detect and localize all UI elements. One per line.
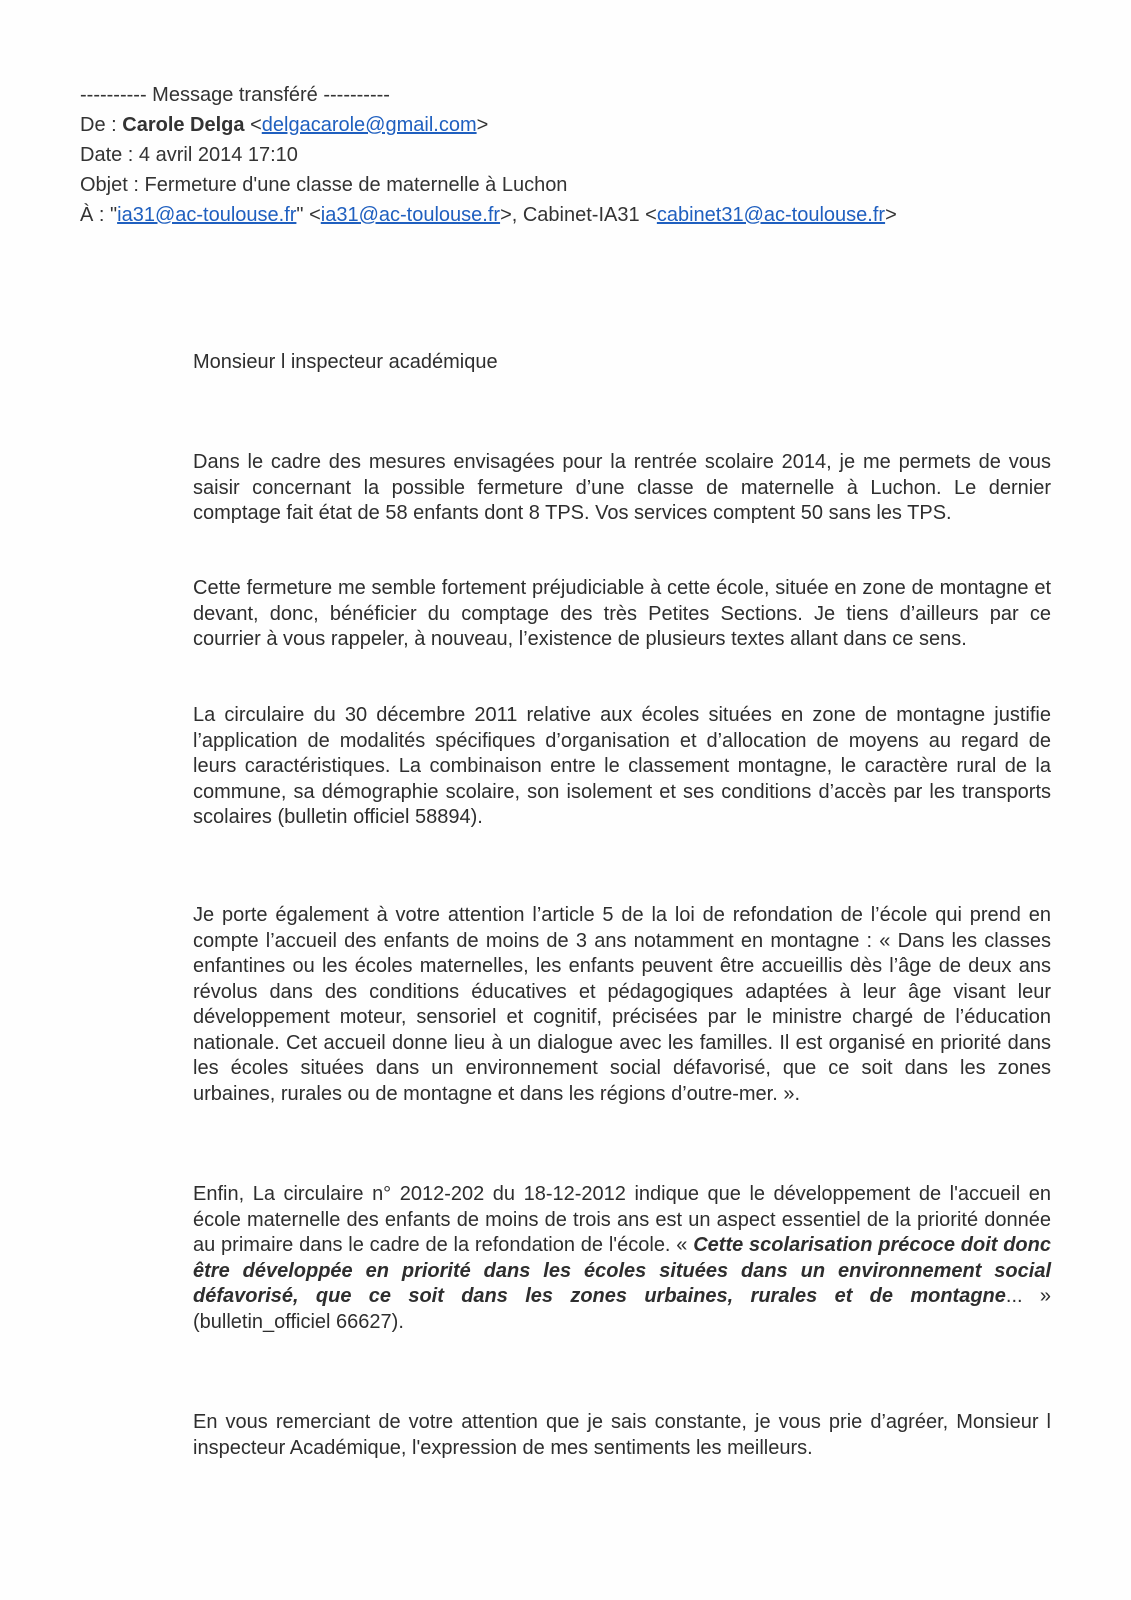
paragraph-5-intro: Enfin, La circulaire n° 2012-202 du 18-12-2012 indique que le développement de l'accueil en école maternelle des enfants de moins de trois ans est un aspect essentiel de la priorité donnée au primaire dans le cadre de la refondation de l'école. «	[193, 1183, 1051, 1256]
from-line: De : Carole Delga <delgacarole@gmail.com>	[80, 114, 489, 136]
paragraph-1	[193, 450, 1051, 527]
paragraph-1-text: Dans le cadre des mesures envisagées pour la rentrée scolaire 2014, je me permets de vous saisir concernant la possible fermeture d’une classe de maternelle à Luchon. Le dernier comptage fait état de 58 enfants dont 8 TPS. Vos services comptent 50 sans les TPS.	[193, 451, 1051, 524]
subject-line	[80, 170, 1040, 200]
closing-text: En vous remerciant de votre attention que je sais constante, je vous prie d’agréer, Monsieur l inspecteur Académique, l'expression de mes sentiments les meilleurs.	[193, 1411, 1051, 1459]
subject-value: Fermeture d'une classe de maternelle à Luchon	[144, 174, 568, 196]
salutation-text: Monsieur l inspecteur académique	[193, 351, 498, 373]
forwarded-separator: ---------- Message transféré ----------	[80, 84, 390, 106]
paragraph-3-text: La circulaire du 30 décembre 2011 relative aux écoles situées en zone de montagne justifie l’application de modalités spécifiques d’organisation et d’allocation de moyens au regard de leurs caractéristiques. La combinaison entre le classement montagne, le caractère rural de la commune, sa démographie scolaire, son isolement et ses conditions d’accès par les transports scolaires (bulletin officiel 58894).	[193, 704, 1051, 828]
from-name: Carole Delga	[122, 114, 245, 136]
date-value: 4 avril 2014 17:10	[138, 144, 298, 166]
paragraph-3	[193, 703, 1051, 831]
from-email-link[interactable]: delgacarole@gmail.com	[261, 114, 477, 136]
paragraph-5-text	[193, 1182, 1051, 1335]
date-label: Date :	[80, 144, 139, 166]
from-label: De :	[80, 114, 123, 136]
paragraph-2	[193, 576, 1051, 653]
date-line	[80, 140, 1040, 170]
paragraph-5	[193, 1182, 1051, 1335]
closing	[193, 1410, 1051, 1461]
salutation	[193, 350, 1051, 376]
to-label: À :	[80, 204, 111, 226]
subject-label: Objet :	[80, 174, 145, 196]
to-email-link-1[interactable]: ia31@ac-toulouse.fr	[117, 204, 297, 226]
paragraph-2-text: Cette fermeture me semble fortement préjudiciable à cette école, située en zone de montagne et devant, donc, bénéficier du comptage des très Petites Sections. Je tiens d’ailleurs par ce courrier à vous rappeler, à nouveau, l’existence de plusieurs textes allant dans ce sens.	[193, 577, 1051, 650]
paragraph-5-outro: ... » (bulletin_officiel 66627).	[193, 1285, 1051, 1333]
to-email-link-3[interactable]: cabinet31@ac-toulouse.fr	[656, 204, 886, 226]
to-email-link-2[interactable]: ia31@ac-toulouse.fr	[320, 204, 501, 226]
paragraph-4	[193, 903, 1051, 1107]
to-name-2: Cabinet-IA31	[522, 204, 640, 226]
paragraph-4-text: Je porte également à votre attention l’article 5 de la loi de refondation de l’école qui prend en compte l’accueil des enfants de moins de 3 ans notamment en montagne : « Dans les classes enfantines ou les écoles maternelles, les enfants peuvent être accueillis dès l’âge de deux ans révolus dans des conditions éducatives et pédagogiques adaptées à leur âge visant leur développement moteur, sensoriel et cognitif, précisées par le ministre chargé de l’éducation nationale. Cet accueil donne lieu à un dialogue avec les familles. Il est organisé en priorité dans les écoles situées dans un environnement social défavorisé, que ce soit dans les zones urbaines, rurales ou de montagne et dans les régions d’outre-mer. ».	[193, 904, 1051, 1105]
paragraph-5-quote: Cette scolarisation précoce doit donc être développée en priorité dans les écoles situées dans un environnement social défavorisé, que ce soit dans les zones urbaines, rurales et de montagne	[193, 1234, 1051, 1307]
to-line: À : "ia31@ac-toulouse.fr" <ia31@ac-toulouse.fr>, Cabinet-IA31 <cabinet31@ac-toulouse.fr>	[80, 204, 897, 226]
email-header	[80, 80, 1040, 230]
